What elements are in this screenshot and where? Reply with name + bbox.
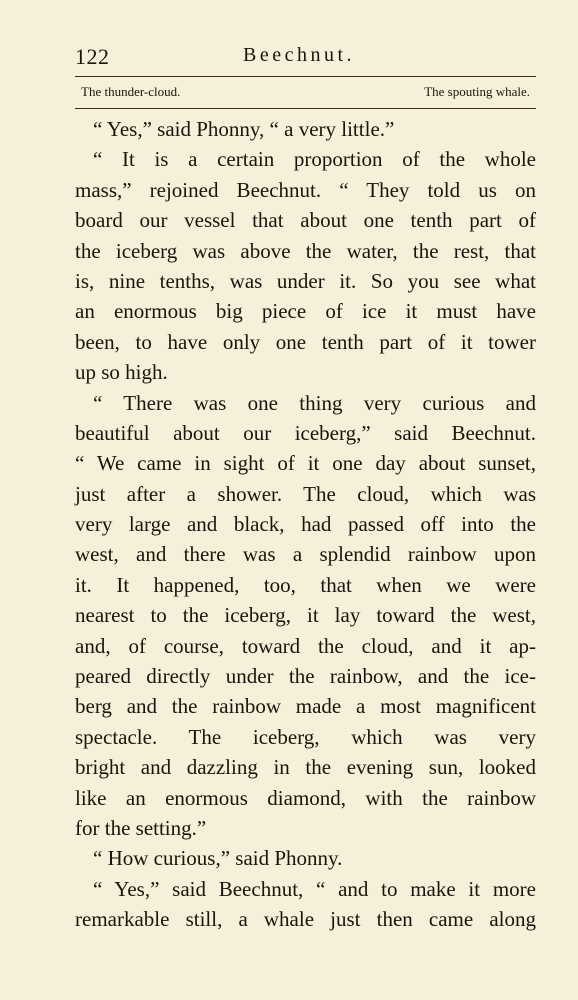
header-rule-top [75,76,536,77]
text-line: nearest to the iceberg, it lay toward the west, [75,603,536,628]
text-line: very large and black, had passed off into the [75,512,536,537]
text-line: up so high. [75,360,168,385]
subhead-left: The thunder-cloud. [81,84,181,99]
text-line: spectacle. The iceberg, which was very [75,724,536,749]
text-line: been, to have only one tenth part of it tower [75,329,536,354]
text-line: “ It is a certain proportion of the whole [93,147,536,172]
text-line: “ We came in sight of it one day about sunset, [75,451,536,476]
subhead-right: The spouting whale. [424,84,530,99]
text-line: berg and the rainbow made a most magnificent [75,694,536,719]
text-line: for the setting.” [75,815,207,840]
text-line: “ How curious,” said Phonny. [93,846,343,871]
header-rule-bottom [75,108,536,109]
text-line: just after a shower. The cloud, which was [75,481,536,506]
text-line: “ Yes,” said Beechnut, “ and to make it more [93,876,536,901]
page-header [75,44,536,74]
text-line: board our vessel that about one tenth part of [75,208,536,233]
body-text [75,114,536,935]
text-line: mass,” rejoined Beechnut. “ They told us on [75,177,536,202]
text-line: the iceberg was above the water, the rest, that [75,238,536,263]
text-line: “ There was one thing very curious and [93,390,536,415]
page-number: 122 [75,44,110,69]
text-line: beautiful about our iceberg,” said Beechnut. [75,420,536,445]
chapter-subhead [75,84,536,104]
text-line: west, and there was a splendid rainbow upon [75,542,536,567]
text-line: remarkable still, a whale just then came along [75,907,536,932]
text-line: it. It happened, too, that when we were [75,572,536,597]
text-line: is, nine tenths, was under it. So you see what [75,268,536,293]
text-line: peared directly under the rainbow, and the ice- [75,664,536,689]
text-line: “ Yes,” said Phonny, “ a very little.” [93,117,395,141]
text-line: an enormous big piece of ice it must have [75,299,536,324]
running-title: Beechnut. [243,44,356,66]
text-line: bright and dazzling in the evening sun, looked [75,755,536,780]
text-line: like an enormous diamond, with the rainbow [75,785,536,810]
text-line: and, of course, toward the cloud, and it ap- [75,633,536,658]
